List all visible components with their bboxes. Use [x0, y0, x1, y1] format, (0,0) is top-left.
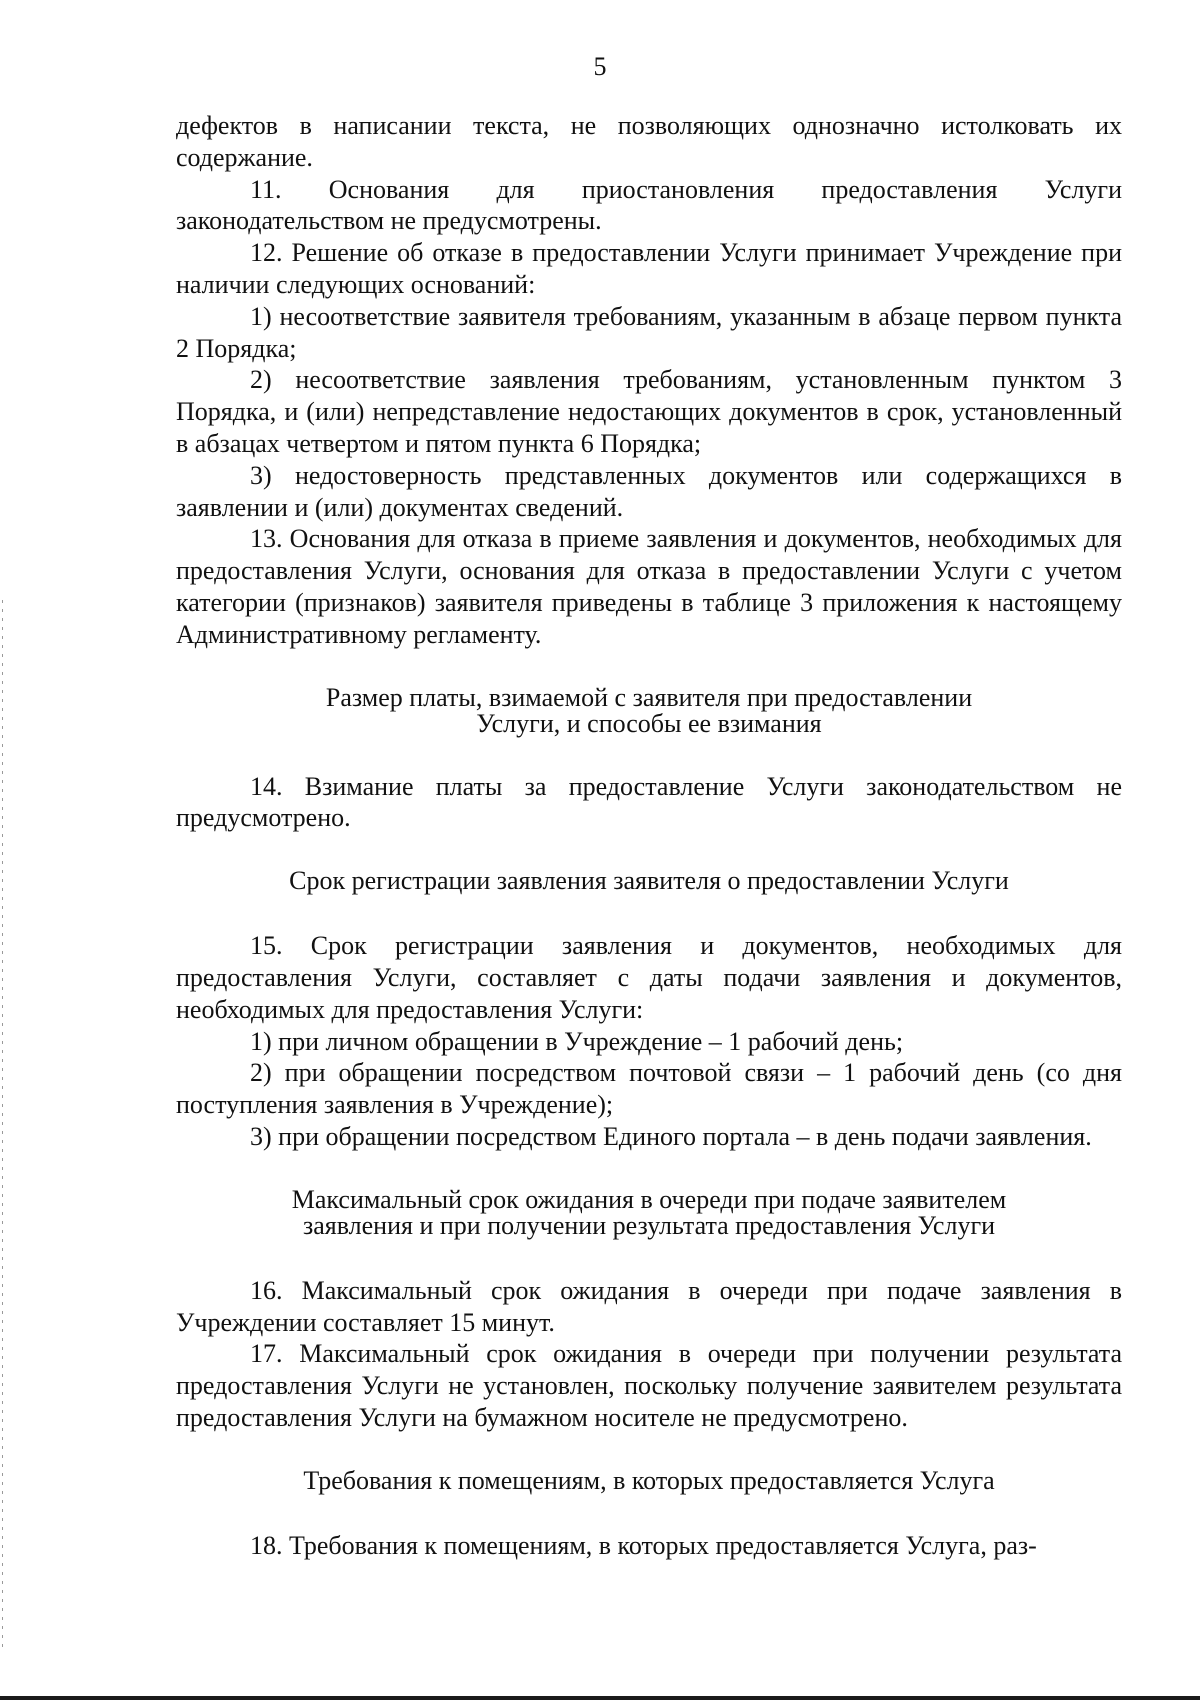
document-body: [176, 110, 1122, 1562]
heading-fee-line-2: Услуги, и способы ее взимания: [476, 708, 822, 738]
heading-fee: [176, 682, 1122, 738]
scan-edge-mark: [2, 600, 3, 1650]
paragraph-11: 11. Основания для приостановления предоставления Услуги законодательством не предусмотрены.: [176, 174, 1122, 236]
paragraph-15-item-2: 2) при обращении посредством почтовой связи – 1 рабочий день (со дня поступления заявления в Учреждение);: [176, 1058, 1122, 1120]
heading-registration: Срок регистрации заявления заявителя о предоставлении Услуги: [289, 866, 1009, 896]
paragraph-12-item-1: 1) несоответствие заявителя требованиям, указанным в абзаце первом пункта 2 Порядка;: [176, 301, 1122, 363]
heading-queue-line-2: заявления и при получении результата предоставления Услуги: [302, 1210, 996, 1240]
heading-queue: [176, 1184, 1122, 1240]
section-premises: [176, 1530, 1122, 1562]
heading-queue-line-1: Максимальный срок ожидания в очереди при подаче заявителем: [291, 1184, 1007, 1214]
section-queue: [176, 1275, 1122, 1434]
paragraph-13: 13. Основания для отказа в приеме заявления и документов, необходимых для предоставления Услуги, основания для отказа в предоставлении Услуги с учетом категории (признаков) заявителя приведены в таблице 3 приложения к настоящему Административному регламенту.: [176, 524, 1122, 649]
paragraph-12-item-3: 3) недостоверность представленных документов или содержащихся в заявлении и (или) документах сведений.: [176, 460, 1122, 522]
paragraph-18: 18. Требования к помещениям, в которых предоставляется Услуга, раз-: [250, 1530, 1037, 1560]
section-grounds: [176, 110, 1122, 651]
page-number: 5: [593, 52, 607, 81]
paragraph-14: 14. Взимание платы за предоставление Услуги законодательством не предусмотрено.: [176, 771, 1122, 833]
paragraph-15: 15. Срок регистрации заявления и документов, необходимых для предоставления Услуги, составляет с даты подачи заявления и документов, необходимых для предоставления Услуги:: [176, 931, 1122, 1024]
paragraph-15-item-3: 3) при обращении посредством Единого портала – в день подачи заявления.: [250, 1121, 1092, 1151]
section-fee: [176, 771, 1122, 835]
paragraph-continuation: дефектов в написании текста, не позволяющих однозначно истолковать их содержание.: [176, 111, 1122, 172]
paragraph-16: 16. Максимальный срок ожидания в очереди при подаче заявления в Учреждении составляет 15 минут.: [176, 1275, 1122, 1337]
page-bottom-rule: [0, 1696, 1200, 1700]
paragraph-12: 12. Решение об отказе в предоставлении Услуги принимает Учреждение при наличии следующих оснований:: [176, 238, 1122, 299]
heading-fee-line-1: Размер платы, взимаемой с заявителя при предоставлении: [325, 682, 973, 712]
section-registration: [176, 930, 1122, 1153]
paragraph-15-item-1: 1) при личном обращении в Учреждение – 1 рабочий день;: [250, 1026, 904, 1056]
heading-premises: Требования к помещениям, в которых предоставляется Услуга: [303, 1465, 995, 1495]
paragraph-17: 17. Максимальный срок ожидания в очереди при получении результата предоставления Услуги не установлен, поскольку получение заявителем результата предоставления Услуги на бумажном носителе не предусмотрено.: [176, 1339, 1122, 1432]
paragraph-12-item-2: 2) несоответствие заявления требованиям, установленным пунктом 3 Порядка, и (или) непредставление недостающих документов в срок, установленный в абзацах четвертом и пятом пункта 6 Порядка;: [176, 365, 1122, 458]
